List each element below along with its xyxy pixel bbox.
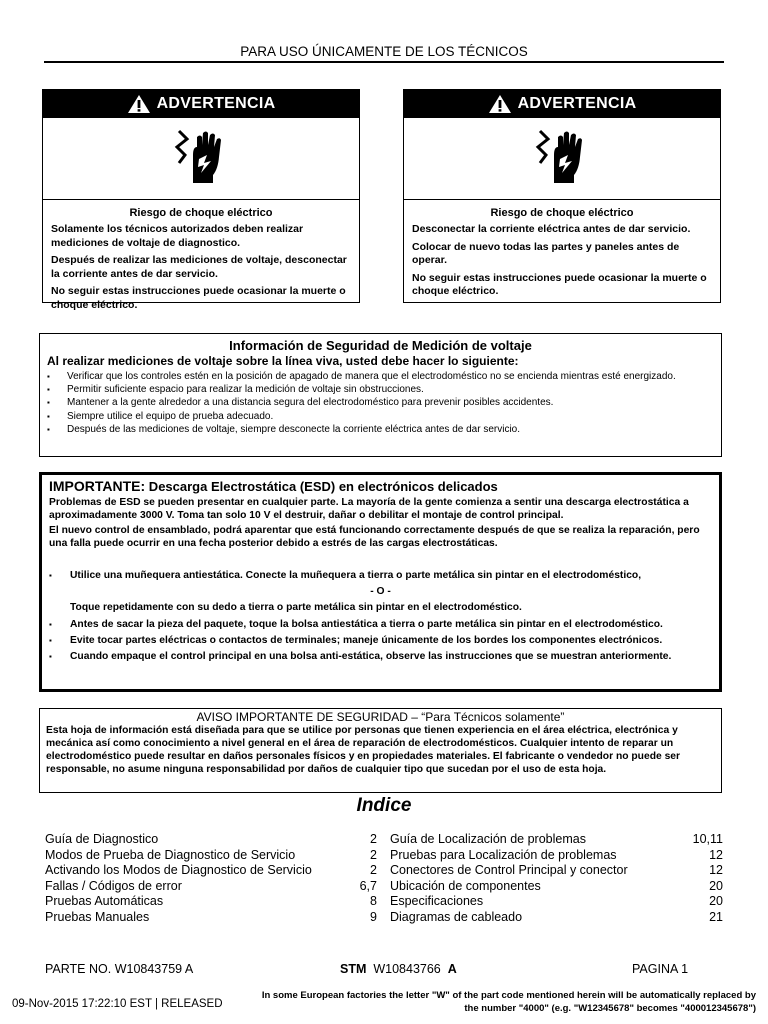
index-entry-page: 20 [709, 878, 723, 893]
safety-notice-title: AVISO IMPORTANTE DE SEGURIDAD – “Para Técnicos solamente” [196, 710, 565, 724]
index-entry-label: Conectores de Control Principal y conector [390, 863, 628, 877]
voltage-safety-list [40, 370, 721, 436]
warning-heading: ADVERTENCIA [156, 95, 276, 112]
esd-title-rest: Descarga Electrostática (ESD) en electrónicos delicados [145, 479, 498, 494]
list-item [70, 601, 713, 614]
warning-triangle-icon [488, 94, 512, 114]
index-entry[interactable] [390, 894, 723, 910]
esd-box [39, 472, 722, 692]
esd-item-text: Cuando empaque el control principal en una bolsa anti-estática, observe las instrucciones que se muestran anteriormente. [70, 651, 672, 662]
index-entry[interactable] [45, 832, 377, 848]
warning-risk-title: Riesgo de choque eléctrico [490, 207, 634, 219]
part-number: PARTE NO. W10843759 A [45, 962, 194, 976]
warning-text: Solamente los técnicos autorizados deben realizar mediciones de voltaje de diagnostico. [51, 223, 304, 249]
index-entry[interactable] [390, 910, 723, 926]
index-entry-label: Fallas / Códigos de error [45, 878, 182, 893]
page-header-title: PARA USO ÚNICAMENTE DE LOS TÉCNICOS [240, 44, 528, 59]
voltage-safety-subtitle: Al realizar mediciones de voltaje sobre la línea viva, usted debe hacer lo siguiente: [47, 354, 519, 368]
esd-item-text: Toque repetidamente con su dedo a tierra o parte metálica sin pintar en el electrodoméstico. [70, 602, 522, 613]
part-code-note: In some European factories the letter "W" of the part code mentioned herein will be automatically replaced by the number "4000" (e.g. "W12345678" becomes "400012345678") [261, 990, 756, 1014]
index-entry[interactable] [45, 879, 377, 895]
stm-label: STM [340, 962, 367, 976]
index-entry-label: Pruebas Automáticas [45, 894, 164, 908]
warning-risk-title: Riesgo de choque eléctrico [129, 207, 273, 219]
list-item: ▪ Antes de sacar la pieza del paquete, toque la bolsa antiestática a tierra o parte metálica sin pintar en el electrodoméstico. [49, 619, 663, 630]
warning-box-right [403, 89, 721, 303]
index-entry-page: 2 [370, 863, 377, 877]
electric-shock-hand-icon [169, 125, 233, 187]
index-entry-label: Diagramas de cableado [390, 909, 523, 924]
index-entry-label: Pruebas Manuales [45, 909, 150, 924]
list-item: ▪ Verificar que los controles estén en la posición de apagado de manera que el electrodoméstico no se encienda mientras esté energizado. [67, 370, 715, 383]
warning-text: No seguir estas instrucciones puede ocasionar la muerte o choque eléctrico. [51, 285, 346, 311]
index-entry[interactable] [390, 879, 723, 895]
header-rule [44, 61, 724, 63]
list-item: ▪ Siempre utilice el equipo de prueba adecuado. [67, 410, 715, 423]
warning-text: No seguir estas instrucciones puede ocasionar la muerte o choque eléctrico. [412, 271, 707, 297]
index-entry-page: 12 [709, 863, 723, 877]
index-left-column [45, 832, 377, 925]
voltage-safety-title: Información de Seguridad de Medición de voltaje [229, 338, 532, 353]
stm-number [340, 962, 457, 976]
index-entry-label: Activando los Modos de Diagnostico de Servicio [45, 863, 312, 877]
index-title: Indice [356, 795, 412, 816]
index-entry-page: 6,7 [359, 878, 377, 893]
esd-paragraph: Problemas de ESD se pueden presentar en cualquier parte. La mayoría de la gente comienza a sentir una descarga electrostática a aproximadamente 3000 V. Toma tan solo 10 V el destruir, dañar o debilitar el montaje de control principal. [49, 497, 689, 521]
list-item: ▪ Permitir suficiente espacio para realizar la medición de voltaje sin obstrucciones. [67, 383, 715, 396]
safety-notice-text: Esta hoja de información está diseñada para que se utilice por personas que tienen experiencia en el área eléctrica, electrónica y mecánica así como conocimiento a nivel general en el área de reparación de electrodomésticos. Cualquier intento de reparar un electrodoméstico puede resultar en daños personales físicos y en propiedades materiales. El fabricante o vendedor no puede ser responsable, no asume ninguna responsabilidad por daños de cualquier tipo que sucedan por el uso de esta hoja. [46, 725, 681, 775]
electric-shock-hand-icon [530, 125, 594, 187]
voltage-safety-box [39, 333, 722, 457]
index-entry-page: 20 [709, 894, 723, 908]
index-entry-label: Guía de Diagnostico [45, 832, 159, 846]
esd-title [49, 478, 719, 494]
warning-text: Desconectar la corriente eléctrica antes de dar servicio. [412, 223, 691, 235]
index-entry[interactable] [45, 848, 377, 864]
index-entry-label: Especificaciones [390, 894, 484, 908]
index-entry[interactable] [45, 910, 377, 926]
warning-heading: ADVERTENCIA [517, 95, 637, 112]
index-entry-page: 2 [370, 847, 377, 862]
index-entry-label: Modos de Prueba de Diagnostico de Servicio [45, 847, 296, 862]
index-entry-label: Pruebas para Localización de problemas [390, 847, 617, 862]
stm-value: W10843766 [373, 962, 441, 976]
index-entry[interactable] [390, 863, 723, 879]
esd-title-strong: IMPORTANTE: [49, 478, 146, 494]
list-item: ▪ Cuando empaque el control principal en una bolsa anti-estática, observe las instrucciones que se muestran anteriormente. [49, 651, 672, 662]
index-entry-label: Ubicación de componentes [390, 878, 541, 893]
release-stamp: 09-Nov-2015 17:22:10 EST | RELEASED [12, 998, 223, 1010]
index-entry-page: 12 [709, 847, 723, 862]
index-entry[interactable] [45, 894, 377, 910]
esd-item-text: Antes de sacar la pieza del paquete, toque la bolsa antiestática a tierra o parte metálica sin pintar en el electrodoméstico. [70, 619, 663, 630]
index-entry-page: 9 [370, 909, 377, 924]
list-item: ▪ Evite tocar partes eléctricas o contactos de terminales; maneje únicamente de los bordes los componentes electrónicos. [49, 635, 663, 646]
warning-heading-bar [43, 90, 359, 118]
index-entry[interactable] [390, 848, 723, 864]
warning-text: Colocar de nuevo todas las partes y paneles antes de operar. [412, 240, 680, 266]
index-entry-page: 21 [709, 909, 723, 924]
warning-triangle-icon [127, 94, 151, 114]
list-item: ▪ Mantener a la gente alrededor a una distancia segura del electrodoméstico para prevenir posibles accidentes. [67, 396, 715, 409]
list-item: ▪ Utilice una muñequera antiestática. Conecte la muñequera a tierra o parte metálica sin pintar en el electrodoméstico, [49, 570, 642, 581]
index-entry-page: 8 [370, 894, 377, 908]
index-entry-page: 10,11 [692, 832, 723, 846]
index-entry[interactable] [390, 832, 723, 848]
safety-notice-box [39, 708, 722, 793]
esd-or-separator: - O - [370, 586, 391, 597]
index-entry[interactable] [45, 863, 377, 879]
esd-item-text: Evite tocar partes eléctricas o contactos de terminales; maneje únicamente de los bordes los componentes electrónicos. [70, 635, 663, 646]
index-right-column [390, 832, 723, 925]
esd-paragraph: El nuevo control de ensamblado, podrá aparentar que está funcionando correctamente después de que se realiza la reparación, pero una falla puede ocurrir en una fecha posterior debido a estrés de las cargas electrostáticas. [49, 525, 700, 549]
page-number: PAGINA 1 [632, 962, 689, 976]
list-item: ▪ Después de las mediciones de voltaje, siempre desconecte la corriente eléctrica antes de dar servicio. [67, 423, 715, 436]
esd-item-text: Utilice una muñequera antiestática. Conecte la muñequera a tierra o parte metálica sin pintar en el electrodoméstico, [70, 570, 642, 581]
stm-revision: A [447, 962, 457, 976]
index-entry-page: 2 [370, 832, 377, 846]
warning-box-left [42, 89, 360, 311]
index-entry-label: Guía de Localización de problemas [390, 832, 586, 846]
warning-heading-bar [404, 90, 720, 118]
warning-text: Después de realizar las mediciones de voltaje, desconectar la corriente antes de dar servicio. [51, 254, 347, 280]
